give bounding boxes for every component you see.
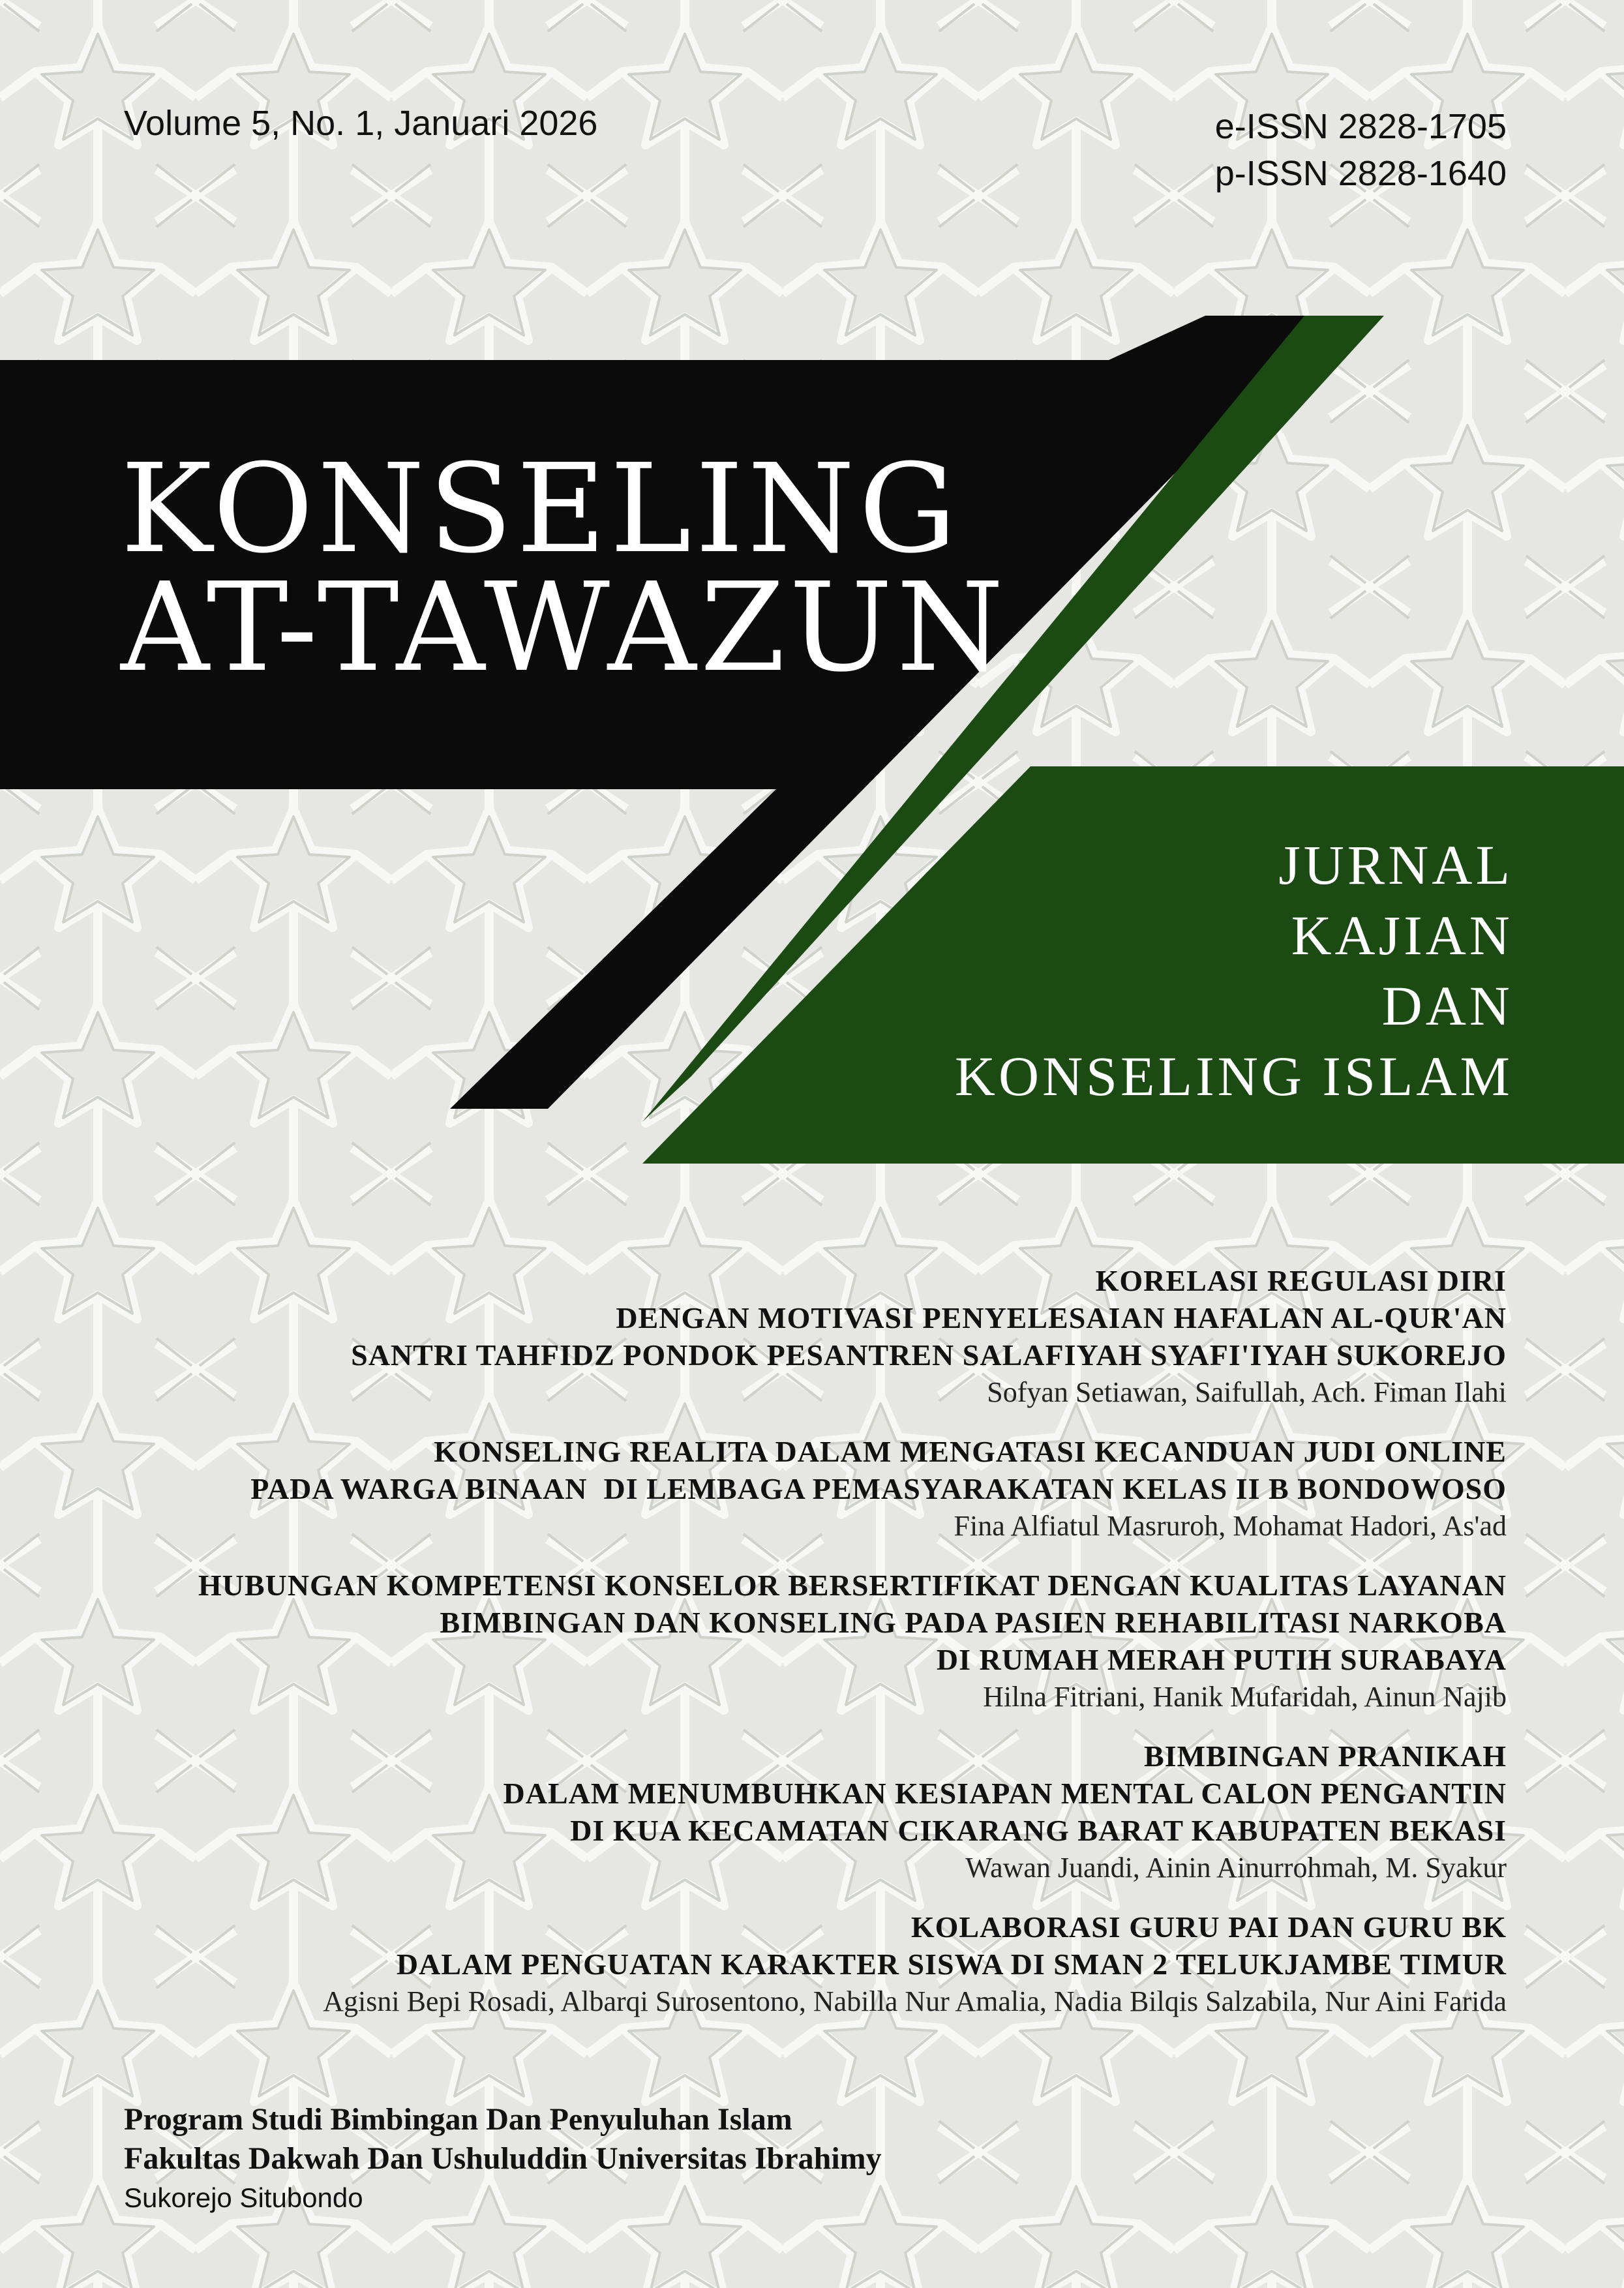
article-authors: Hilna Fitriani, Hanik Mufaridah, Ainun Najib <box>983 1681 1507 1713</box>
article-authors: Agisni Bepi Rosadi, Albarqi Surosentono, Nabilla Nur Amalia, Nadia Bilqis Salzabila, Nur Aini Farida <box>323 1985 1507 2017</box>
article-authors: Sofyan Setiawan, Saifullah, Ach. Fiman Ilahi <box>987 1376 1507 1408</box>
subtitle-line: KAJIAN <box>1291 904 1513 967</box>
article-title-line: DENGAN MOTIVASI PENYELESAIAN HAFALAN AL-QUR'AN <box>616 1301 1507 1334</box>
article-title-line: BIMBINGAN PRANIKAH <box>1144 1739 1507 1773</box>
article-title-line: HUBUNGAN KOMPETENSI KONSELOR BERSERTIFIKAT DENGAN KUALITAS LAYANAN <box>198 1569 1507 1602</box>
subtitle-line: JURNAL <box>1278 834 1513 896</box>
article-entry <box>39 1262 1507 1411</box>
e-issn: e-ISSN 2828-1705 <box>1214 107 1507 146</box>
article-authors: Fina Alfiatul Masruroh, Mohamat Hadori, As'ad <box>954 1510 1507 1542</box>
table-of-contents <box>39 1262 1507 2042</box>
article-title-line: DI KUA KECAMATAN CIKARANG BARAT KABUPATEN BEKASI <box>570 1814 1507 1847</box>
p-issn: p-ISSN 2828-1640 <box>1214 154 1507 193</box>
volume-issue-label: Volume 5, No. 1, Januari 2026 <box>124 104 598 143</box>
article-title-line: DI RUMAH MERAH PUTIH SURABAYA <box>936 1643 1507 1676</box>
article-title-line: KORELASI REGULASI DIRI <box>1095 1264 1507 1297</box>
journal-title-line-1: KONSELING <box>121 438 961 580</box>
article-entry <box>39 1908 1507 2020</box>
article-title-line: KOLABORASI GURU PAI DAN GURU BK <box>910 1910 1507 1944</box>
article-title-line: BIMBINGAN DAN KONSELING PADA PASIEN REHABILITASI NARKOBA <box>440 1606 1507 1639</box>
article-title-line: PADA WARGA BINAAN DI LEMBAGA PEMASYARAKATAN KELAS II B BONDOWOSO <box>250 1472 1507 1505</box>
article-authors: Wawan Juandi, Ainin Ainurrohmah, M. Syakur <box>965 1852 1507 1884</box>
article-entry <box>39 1738 1507 1886</box>
issn-block <box>1215 103 1507 197</box>
article-title-line: KONSELING REALITA DALAM MENGATASI KECANDUAN JUDI ONLINE <box>434 1435 1507 1468</box>
subtitle-line: DAN <box>1381 974 1513 1037</box>
article-entry <box>39 1433 1507 1544</box>
article-title-line: SANTRI TAHFIDZ PONDOK PESANTREN SALAFIYAH SYAFI'IYAH SUKOREJO <box>351 1338 1507 1372</box>
article-title-line: DALAM PENGUATAN KARAKTER SISWA DI SMAN 2 TELUKJAMBE TIMUR <box>396 1948 1507 1981</box>
program-name: Program Studi Bimbingan Dan Penyuluhan Islam <box>124 2102 792 2137</box>
city-name: Sukorejo Situbondo <box>124 2182 363 2213</box>
article-title-line: DALAM MENUMBUHKAN KESIAPAN MENTAL CALON PENGANTIN <box>503 1777 1507 1810</box>
subtitle-line: KONSELING ISLAM <box>954 1045 1513 1107</box>
journal-title <box>121 438 1008 699</box>
journal-title-line-2: AT-TAWAZUN <box>121 556 1008 699</box>
publisher-info <box>124 2100 882 2218</box>
journal-subtitle <box>955 830 1513 1111</box>
faculty-name: Fakultas Dakwah Dan Ushuluddin Universitas Ibrahimy <box>124 2141 882 2176</box>
article-entry <box>39 1567 1507 1715</box>
